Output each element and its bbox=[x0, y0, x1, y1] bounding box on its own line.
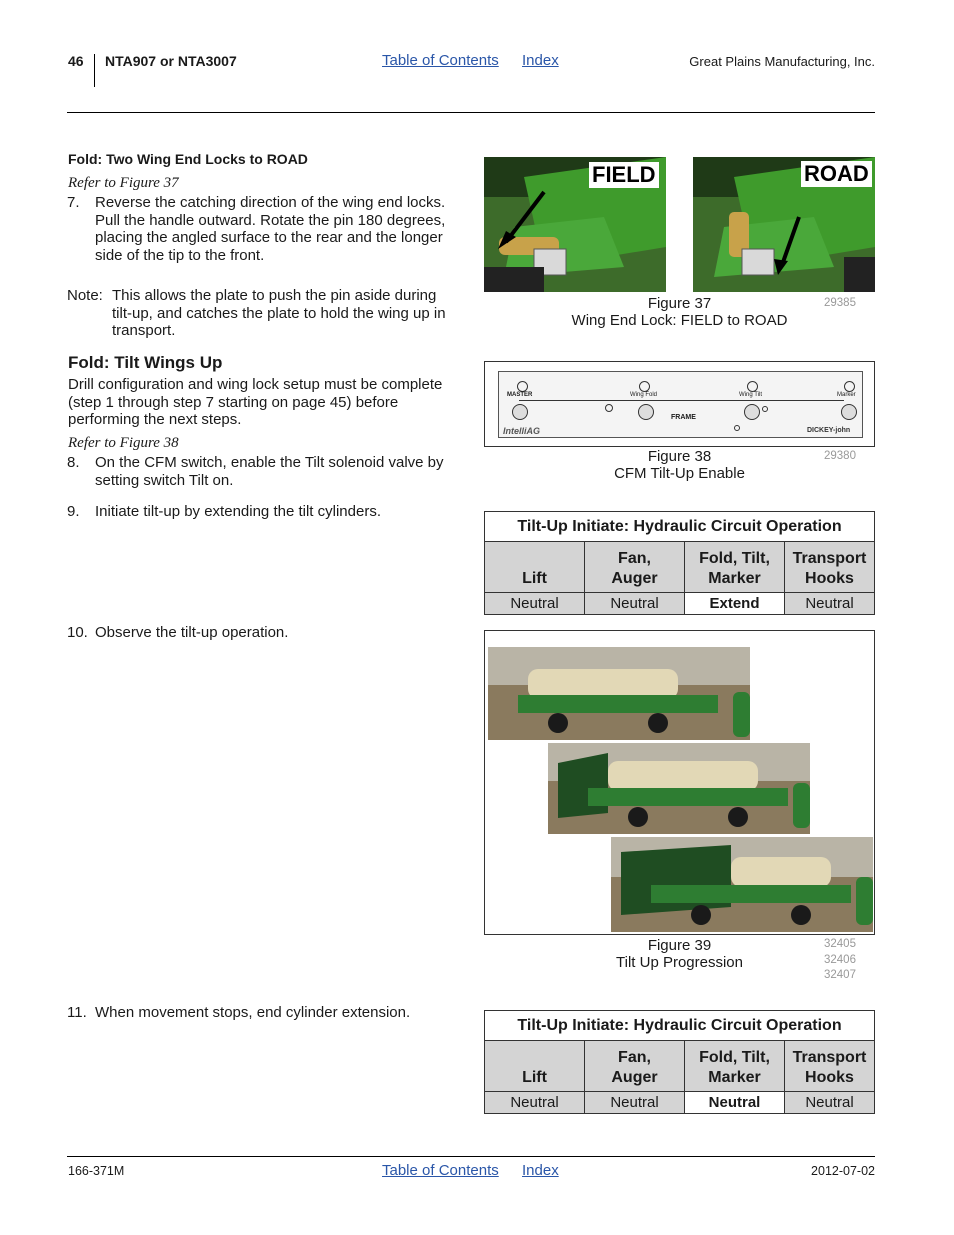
table-title: Tilt-Up Initiate: Hydraulic Circuit Operation bbox=[485, 512, 875, 542]
figure-title: Tilt Up Progression bbox=[616, 954, 743, 971]
marker-switch-icon bbox=[844, 381, 855, 392]
tilt-photo-stage-2 bbox=[548, 743, 810, 834]
figure-number: Figure 37 bbox=[647, 295, 712, 312]
publication-date: 2012-07-02 bbox=[811, 1164, 875, 1178]
switch-label: Wing Tilt bbox=[739, 392, 763, 398]
frame-line bbox=[519, 400, 844, 401]
table-cell-fold-tilt-marker: Neutral bbox=[685, 1092, 785, 1114]
figure-reference: Refer to Figure 38 bbox=[68, 435, 179, 451]
page-number: 46 bbox=[68, 53, 84, 69]
figure-38-caption bbox=[484, 448, 875, 482]
figure-37-caption bbox=[484, 295, 875, 329]
frame-label: FRAME bbox=[671, 414, 696, 421]
step-8 bbox=[67, 454, 459, 489]
table-cell-lift: Neutral bbox=[485, 1092, 585, 1114]
part-number: 29385 bbox=[824, 297, 856, 309]
table-cell-fan-auger: Neutral bbox=[585, 1092, 685, 1114]
column-header-fan-auger: Fan, Auger bbox=[585, 542, 685, 593]
column-header-fan-auger: Fan, Auger bbox=[585, 1041, 685, 1092]
column-header-lift: Lift bbox=[485, 542, 585, 593]
figure-reference: Refer to Figure 37 bbox=[68, 175, 179, 191]
intro-paragraph: Drill configuration and wing lock setup must be complete (step 1 through step 7 starting on page 45) before performing the next steps. bbox=[68, 376, 443, 428]
column-header-transport-hooks: Transport Hooks bbox=[785, 542, 875, 593]
switch-label: Wing Fold bbox=[630, 392, 658, 398]
step-10 bbox=[67, 624, 459, 642]
step-text: Initiate tilt-up by extending the tilt cylinders. bbox=[95, 503, 381, 520]
switch-label: MASTER bbox=[507, 392, 533, 398]
hydraulic-table-extend bbox=[484, 511, 875, 615]
master-switch-icon bbox=[517, 381, 528, 392]
table-title: Tilt-Up Initiate: Hydraulic Circuit Operation bbox=[485, 1011, 875, 1041]
tilt-photo-stage-3 bbox=[611, 837, 873, 932]
note-label: Note: bbox=[67, 287, 103, 304]
column-header-lift: Lift bbox=[485, 1041, 585, 1092]
step-11 bbox=[67, 1004, 459, 1022]
part-number: 32406 bbox=[824, 953, 856, 966]
step-number: 10. bbox=[67, 624, 88, 641]
figure-39-box bbox=[484, 630, 875, 935]
indicator-icon bbox=[762, 406, 768, 412]
section-title-tilt-wings: Fold: Tilt Wings Up bbox=[68, 353, 223, 372]
step-number: 8. bbox=[67, 454, 80, 471]
table-cell-fold-tilt-marker: Extend bbox=[685, 593, 785, 615]
document-number: 166-371M bbox=[68, 1164, 125, 1178]
table-cell-transport-hooks: Neutral bbox=[785, 1092, 875, 1114]
step-text: On the CFM switch, enable the Tilt solenoid valve by setting switch Tilt on. bbox=[95, 454, 444, 489]
figure-number: Figure 39 bbox=[647, 937, 712, 954]
cfm-switch-panel bbox=[498, 371, 863, 438]
intelliag-logo: IntelliAG bbox=[503, 426, 541, 436]
figure-number: Figure 38 bbox=[647, 448, 712, 465]
hydraulic-table-neutral bbox=[484, 1010, 875, 1114]
part-number: 32407 bbox=[824, 969, 856, 981]
step-text: Reverse the catching direction of the wing end locks. Pull the handle outward. Rotate the pin 180 degrees, placing the angled surface to the rear and the longer side of the tip to the front. bbox=[95, 194, 446, 264]
figure-38-box bbox=[484, 361, 875, 447]
field-label: FIELD bbox=[589, 162, 659, 188]
wing-fold-toggle-icon bbox=[638, 404, 654, 420]
table-cell-lift: Neutral bbox=[485, 593, 585, 615]
figure-title: CFM Tilt-Up Enable bbox=[614, 465, 745, 482]
figure-39-caption bbox=[484, 937, 875, 971]
step-text: Observe the tilt-up operation. bbox=[95, 624, 289, 641]
part-number-list bbox=[824, 937, 856, 984]
tilt-photo-stage-1 bbox=[488, 647, 750, 740]
header-rule bbox=[67, 112, 875, 113]
footer-index-link[interactable]: Index bbox=[522, 1162, 559, 1179]
company-name: Great Plains Manufacturing, Inc. bbox=[689, 54, 875, 69]
column-header-transport-hooks: Transport Hooks bbox=[785, 1041, 875, 1092]
road-label: ROAD bbox=[801, 161, 872, 187]
footer-rule bbox=[67, 1156, 875, 1157]
note-text: This allows the plate to push the pin aside during tilt-up, and catches the plate to hold the wing up in transport. bbox=[112, 287, 446, 339]
step-text: When movement stops, end cylinder extension. bbox=[95, 1004, 411, 1021]
wing-fold-switch-icon bbox=[639, 381, 650, 392]
note bbox=[67, 287, 459, 340]
dickey-john-logo: DICKEY-john bbox=[807, 427, 851, 434]
wing-tilt-toggle-icon bbox=[744, 404, 760, 420]
figure-37-image bbox=[484, 157, 875, 292]
part-number: 29380 bbox=[824, 450, 856, 462]
header-index-link[interactable]: Index bbox=[522, 52, 559, 69]
step-9 bbox=[67, 503, 459, 521]
section-title-wing-end-locks: Fold: Two Wing End Locks to ROAD bbox=[68, 151, 308, 167]
figure-title: Wing End Lock: FIELD to ROAD bbox=[571, 312, 788, 329]
indicator-icon bbox=[605, 404, 613, 412]
part-number: 32405 bbox=[824, 938, 856, 950]
master-toggle-icon bbox=[512, 404, 528, 420]
footer-toc-link[interactable]: Table of Contents bbox=[382, 1162, 499, 1179]
step-number: 9. bbox=[67, 503, 80, 520]
switch-label: Marker bbox=[837, 392, 856, 398]
wing-tilt-switch-icon bbox=[747, 381, 758, 392]
indicator-icon bbox=[734, 425, 740, 431]
step-7 bbox=[67, 194, 459, 264]
step-number: 7. bbox=[67, 194, 80, 211]
table-cell-transport-hooks: Neutral bbox=[785, 593, 875, 615]
column-header-fold-tilt-marker: Fold, Tilt, Marker bbox=[685, 1041, 785, 1092]
step-number: 11. bbox=[67, 1004, 87, 1021]
model-title: NTA907 or NTA3007 bbox=[105, 53, 237, 69]
marker-toggle-icon bbox=[841, 404, 857, 420]
header-divider bbox=[94, 54, 95, 87]
header-toc-link[interactable]: Table of Contents bbox=[382, 52, 499, 69]
column-header-fold-tilt-marker: Fold, Tilt, Marker bbox=[685, 542, 785, 593]
table-cell-fan-auger: Neutral bbox=[585, 593, 685, 615]
